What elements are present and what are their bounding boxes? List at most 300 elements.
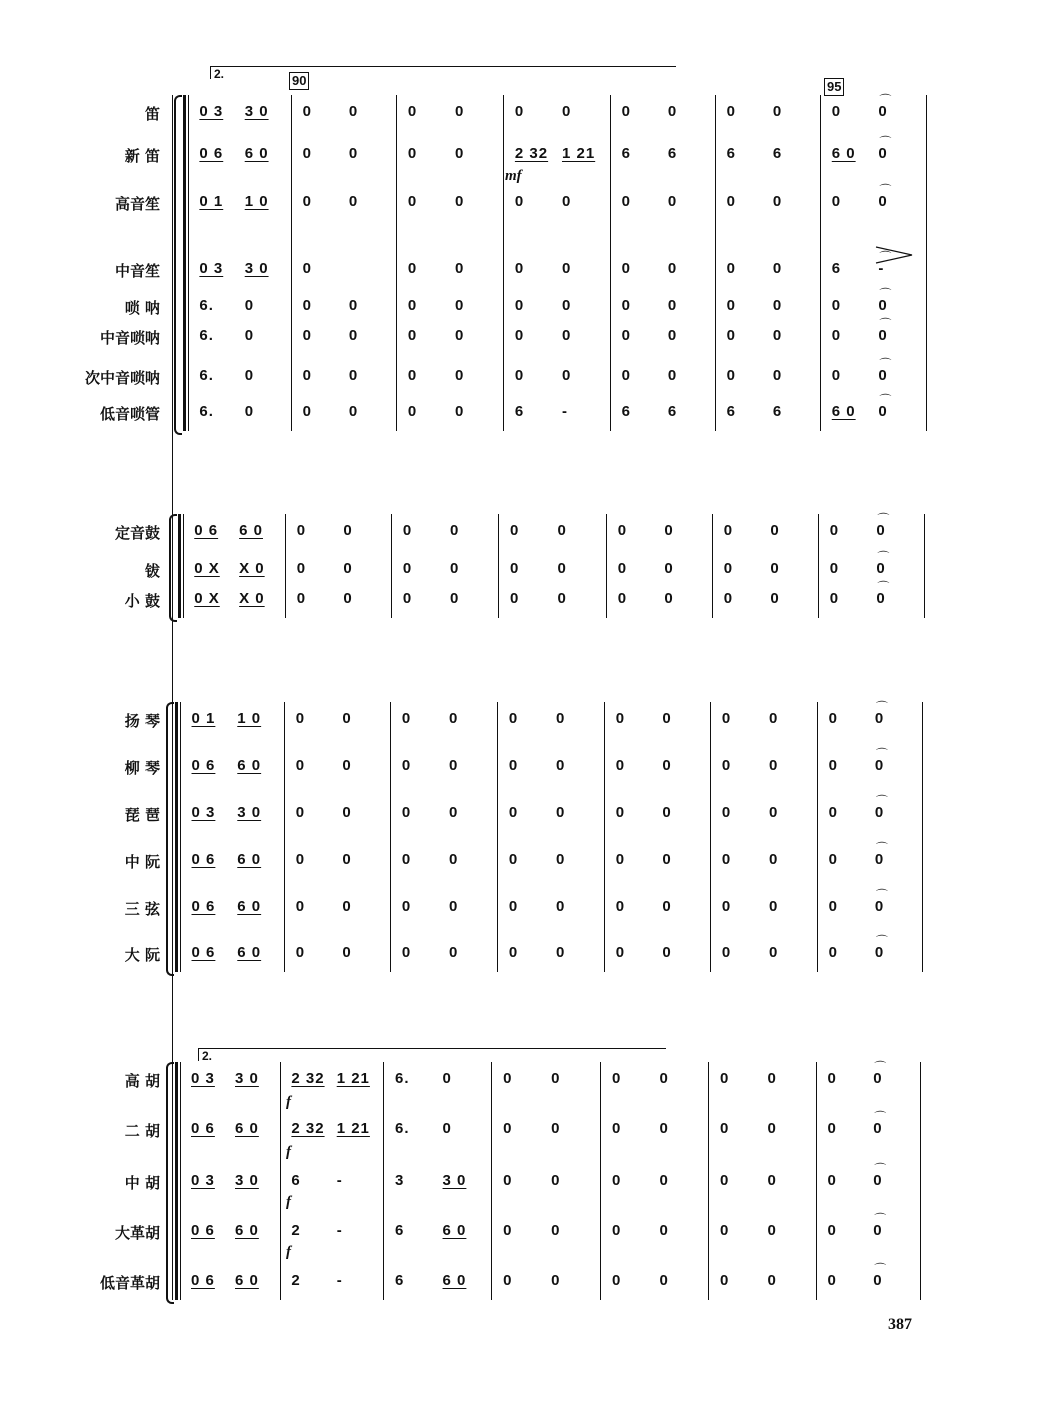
- note-cell: 0: [514, 193, 525, 210]
- note-cell: 0: [561, 103, 572, 120]
- note-cell: 0: [514, 327, 525, 344]
- note-cell: 0: [726, 103, 736, 120]
- note-cell: 0: [770, 560, 780, 577]
- note-cell: 0: [302, 367, 312, 384]
- note-cell: 0: [829, 590, 840, 607]
- note-cell: 0: [667, 193, 678, 210]
- percussion-barline: [183, 514, 184, 618]
- note-cell: 0 3: [191, 1172, 215, 1189]
- note-cell: 3 0: [442, 1172, 467, 1189]
- note-cell: 6 0: [237, 757, 262, 774]
- percussion-barline: [712, 514, 713, 618]
- note-cell: 0: [878, 103, 888, 120]
- note-cell: 0: [442, 1070, 452, 1087]
- note-cell: 6.: [199, 403, 214, 420]
- plucked-system-start: [175, 702, 178, 972]
- note-cell: 0: [514, 367, 525, 384]
- fermata-mark: ⌒: [875, 747, 888, 761]
- note-cell: 0: [514, 260, 525, 277]
- note-cell: 0: [664, 560, 674, 577]
- note-cell: 0: [664, 590, 674, 607]
- note-cell: 0: [667, 260, 678, 277]
- winds-barline: [926, 95, 927, 431]
- instrument-label: 中音笙: [114, 262, 160, 280]
- note-cell: 0: [667, 327, 678, 344]
- fermata-mark: ⌒: [874, 1162, 887, 1176]
- note-cell: 0: [831, 367, 842, 384]
- note-cell: 0: [612, 1172, 622, 1189]
- note-cell: 0: [615, 710, 626, 727]
- note-cell: 0: [772, 193, 783, 210]
- note-cell: 0: [831, 327, 842, 344]
- note-cell: 0: [503, 1222, 513, 1239]
- note-cell: 0: [295, 804, 306, 821]
- note-cell: 0: [508, 804, 519, 821]
- note-cell: 0: [508, 757, 519, 774]
- note-cell: X 0: [239, 560, 265, 577]
- note-cell: 0: [612, 1070, 622, 1087]
- plucked-barline: [497, 702, 498, 972]
- note-cell: 0: [551, 1272, 561, 1289]
- note-cell: 0: [878, 145, 888, 162]
- instrument-label: 高 胡: [124, 1072, 160, 1090]
- note-cell: 0: [615, 757, 626, 774]
- note-cell: 6 0: [235, 1272, 259, 1289]
- note-cell: 0: [348, 403, 359, 420]
- note-cell: 3 0: [235, 1070, 259, 1087]
- note-cell: 0: [612, 1222, 622, 1239]
- dynamic-f: f: [286, 1094, 291, 1110]
- note-cell: 0: [659, 1272, 669, 1289]
- note-cell: 0: [402, 590, 413, 607]
- note-cell: 0: [667, 297, 678, 314]
- note-cell: -: [336, 1222, 343, 1239]
- note-cell: 0: [615, 944, 626, 961]
- note-cell: 2 32: [514, 145, 549, 162]
- note-cell: 0: [514, 297, 525, 314]
- note-cell: 0 X: [194, 560, 220, 577]
- note-cell: 0: [772, 367, 783, 384]
- note-cell: 0: [557, 560, 567, 577]
- note-cell: 6: [726, 403, 736, 420]
- instrument-label: 扬 琴: [124, 712, 160, 730]
- note-cell: 0: [659, 1070, 669, 1087]
- note-cell: 0: [873, 1172, 883, 1189]
- note-cell: 0: [295, 710, 306, 727]
- plucked-barline: [180, 702, 181, 972]
- note-cell: 6 0: [831, 145, 856, 162]
- note-cell: 0 6: [191, 757, 216, 774]
- note-cell: 0: [503, 1172, 513, 1189]
- note-cell: 6: [667, 145, 678, 162]
- note-cell: 0 6: [199, 145, 224, 162]
- note-cell: 0: [721, 757, 732, 774]
- strings-barline: [491, 1062, 492, 1300]
- instrument-label: 中 胡: [124, 1174, 160, 1192]
- note-cell: 0: [510, 590, 520, 607]
- note-cell: 0: [874, 898, 885, 915]
- plucked-barline: [817, 702, 818, 972]
- dynamic-f: f: [286, 1244, 291, 1260]
- strings-barline: [180, 1062, 181, 1300]
- fermata-mark: ⌒: [879, 393, 892, 407]
- note-cell: 0: [662, 710, 672, 727]
- note-cell: 0: [454, 367, 465, 384]
- note-cell: 0: [508, 851, 519, 868]
- note-cell: 0: [659, 1222, 669, 1239]
- instrument-label: 高音笙: [114, 195, 160, 213]
- note-cell: 0: [514, 103, 525, 120]
- note-cell: 0: [723, 590, 734, 607]
- note-cell: 0: [767, 1222, 777, 1239]
- percussion-brace: [169, 514, 177, 622]
- note-cell: 6 0: [442, 1222, 467, 1239]
- note-cell: 0: [772, 103, 783, 120]
- note-cell: 0: [295, 898, 306, 915]
- instrument-label: 三 弦: [124, 900, 160, 918]
- note-cell: 0: [726, 367, 736, 384]
- percussion-barline: [924, 514, 925, 618]
- percussion-barline: [606, 514, 607, 618]
- fermata-mark: ⌒: [879, 287, 892, 301]
- note-cell: 0: [827, 1272, 837, 1289]
- note-cell: 0: [401, 710, 412, 727]
- note-cell: 0: [621, 193, 631, 210]
- fermata-mark: ⌒: [875, 794, 888, 808]
- note-cell: 0: [720, 1272, 730, 1289]
- note-cell: 0: [503, 1070, 513, 1087]
- note-cell: 6: [395, 1222, 405, 1239]
- note-cell: 0: [244, 297, 255, 314]
- note-cell: 0 3: [191, 804, 216, 821]
- note-cell: 0: [878, 327, 888, 344]
- note-cell: 0: [295, 757, 306, 774]
- note-cell: 6: [667, 403, 678, 420]
- note-cell: 0: [348, 367, 359, 384]
- note-cell: 0: [878, 367, 888, 384]
- note-cell: 0: [621, 327, 631, 344]
- note-cell: 0: [615, 851, 626, 868]
- note-cell: 0: [621, 297, 631, 314]
- note-cell: 6 0: [237, 851, 262, 868]
- note-cell: 0: [555, 804, 566, 821]
- volta-bracket: 2.: [198, 1048, 666, 1061]
- note-cell: 0: [621, 367, 631, 384]
- fermata-mark: ⌒: [874, 1110, 887, 1124]
- note-cell: 1 21: [336, 1120, 370, 1137]
- note-cell: 0: [508, 898, 519, 915]
- note-cell: 0: [342, 757, 352, 774]
- note-cell: 6: [726, 145, 736, 162]
- note-cell: 0: [561, 297, 572, 314]
- instrument-label: 中音唢呐: [99, 329, 160, 347]
- strings-barline: [383, 1062, 384, 1300]
- note-cell: 0: [726, 260, 736, 277]
- note-cell: 0: [876, 522, 886, 539]
- note-cell: 0: [726, 297, 736, 314]
- note-cell: 0: [723, 522, 734, 539]
- note-cell: 0: [244, 327, 255, 344]
- note-cell: X 0: [239, 590, 265, 607]
- note-cell: 0: [555, 944, 566, 961]
- strings-barline: [708, 1062, 709, 1300]
- fermata-mark: ⌒: [879, 317, 892, 331]
- note-cell: 0: [510, 522, 520, 539]
- note-cell: 0: [510, 560, 520, 577]
- note-cell: 2: [291, 1222, 301, 1239]
- note-cell: 0 6: [191, 1120, 215, 1137]
- note-cell: -: [878, 260, 885, 277]
- note-cell: 0: [874, 851, 885, 868]
- fermata-mark: ⌒: [875, 934, 888, 948]
- note-cell: 0: [342, 898, 352, 915]
- decrescendo-hairpin: [874, 245, 914, 265]
- system-connector: [172, 95, 173, 1300]
- note-cell: 0: [302, 297, 312, 314]
- note-cell: 0: [454, 327, 465, 344]
- plucked-barline: [604, 702, 605, 972]
- note-cell: 0: [615, 898, 626, 915]
- percussion-barline: [498, 514, 499, 618]
- winds-barline: [396, 95, 397, 431]
- note-cell: 0: [448, 804, 459, 821]
- rehearsal-mark-95: 95: [824, 78, 844, 96]
- note-cell: 1 0: [237, 710, 262, 727]
- note-cell: 0: [615, 804, 626, 821]
- instrument-label: 柳 琴: [124, 759, 160, 777]
- note-cell: 0: [767, 1272, 777, 1289]
- note-cell: 6.: [199, 297, 214, 314]
- note-cell: 6 0: [831, 403, 856, 420]
- note-cell: 0: [873, 1222, 883, 1239]
- note-cell: 0: [878, 193, 888, 210]
- note-cell: 0: [828, 851, 838, 868]
- note-cell: 0: [667, 367, 678, 384]
- note-cell: 0: [551, 1070, 561, 1087]
- note-cell: 0: [874, 710, 885, 727]
- note-cell: 0: [664, 522, 674, 539]
- note-cell: 3: [395, 1172, 405, 1189]
- note-cell: 0: [296, 522, 307, 539]
- note-cell: 0: [828, 710, 838, 727]
- note-cell: 0: [407, 327, 418, 344]
- note-cell: 0: [662, 804, 672, 821]
- instrument-label: 琵 琶: [124, 806, 160, 824]
- note-cell: 3 0: [237, 804, 262, 821]
- note-cell: 0: [617, 560, 628, 577]
- note-cell: 0: [721, 804, 732, 821]
- note-cell: 6.: [199, 327, 214, 344]
- note-cell: 3 0: [235, 1172, 259, 1189]
- percussion-barline: [285, 514, 286, 618]
- note-cell: 0: [302, 327, 312, 344]
- dynamic-f: f: [286, 1194, 291, 1210]
- note-cell: 0: [551, 1120, 561, 1137]
- note-cell: 0: [342, 804, 352, 821]
- note-cell: 1 0: [244, 193, 269, 210]
- strings-barline: [280, 1062, 281, 1300]
- note-cell: 0: [302, 103, 312, 120]
- instrument-label: 大 阮: [124, 946, 160, 964]
- note-cell: 0: [621, 260, 631, 277]
- note-cell: 0: [503, 1120, 513, 1137]
- note-cell: 0: [295, 944, 306, 961]
- note-cell: 0: [448, 851, 459, 868]
- note-cell: 0: [828, 804, 838, 821]
- note-cell: 0: [508, 710, 519, 727]
- note-cell: 0: [767, 1070, 777, 1087]
- note-cell: 0: [555, 757, 566, 774]
- winds-barline: [188, 95, 189, 431]
- note-cell: 0: [876, 590, 886, 607]
- note-cell: -: [336, 1172, 343, 1189]
- note-cell: 0: [768, 710, 779, 727]
- note-cell: 0: [348, 327, 359, 344]
- note-cell: 0 6: [194, 522, 219, 539]
- dynamic-f: f: [286, 1144, 291, 1160]
- note-cell: 0: [662, 851, 672, 868]
- note-cell: 0: [720, 1070, 730, 1087]
- note-cell: 0: [827, 1172, 837, 1189]
- note-cell: 0: [874, 804, 885, 821]
- fermata-mark: ⌒: [877, 512, 890, 526]
- strings-barline: [816, 1062, 817, 1300]
- note-cell: 0 3: [199, 260, 224, 277]
- note-cell: 0 1: [199, 193, 224, 210]
- note-cell: 0 6: [191, 1272, 215, 1289]
- fermata-mark: ⌒: [875, 700, 888, 714]
- note-cell: 6 0: [237, 898, 262, 915]
- fermata-mark: ⌒: [879, 250, 892, 264]
- note-cell: 0: [767, 1120, 777, 1137]
- note-cell: 6.: [395, 1120, 410, 1137]
- note-cell: 0: [449, 590, 460, 607]
- note-cell: 6: [772, 403, 783, 420]
- note-cell: 0: [772, 260, 783, 277]
- winds-system-start: [183, 95, 186, 431]
- note-cell: 2 32: [291, 1120, 325, 1137]
- note-cell: 0: [407, 297, 418, 314]
- instrument-label: 新 笛: [124, 147, 160, 165]
- fermata-mark: ⌒: [877, 580, 890, 594]
- winds-barline: [291, 95, 292, 431]
- note-cell: 0: [721, 851, 732, 868]
- note-cell: 0: [343, 590, 353, 607]
- note-cell: 0: [831, 193, 842, 210]
- note-cell: 0: [454, 145, 465, 162]
- note-cell: 0: [401, 757, 412, 774]
- fermata-mark: ⌒: [879, 357, 892, 371]
- note-cell: 0: [828, 757, 838, 774]
- note-cell: 0: [557, 590, 567, 607]
- note-cell: 0: [348, 145, 359, 162]
- note-cell: 0: [617, 590, 628, 607]
- rehearsal-mark-90: 90: [289, 72, 309, 90]
- note-cell: 0: [828, 944, 838, 961]
- note-cell: 1 21: [336, 1070, 370, 1087]
- note-cell: 0: [343, 560, 353, 577]
- note-cell: 6: [291, 1172, 301, 1189]
- note-cell: 0: [726, 193, 736, 210]
- instrument-label: 定音鼓: [114, 524, 160, 542]
- note-cell: 2: [291, 1272, 301, 1289]
- plucked-barline: [390, 702, 391, 972]
- percussion-barline: [818, 514, 819, 618]
- note-cell: 0: [407, 260, 418, 277]
- note-cell: 0: [827, 1120, 837, 1137]
- note-cell: 0: [401, 851, 412, 868]
- instrument-label: 钹: [144, 562, 160, 580]
- note-cell: 0: [767, 1172, 777, 1189]
- strings-barline: [600, 1062, 601, 1300]
- note-cell: 0: [772, 297, 783, 314]
- note-cell: 0: [401, 898, 412, 915]
- note-cell: 0: [407, 193, 418, 210]
- winds-barline: [820, 95, 821, 431]
- note-cell: 0: [662, 898, 672, 915]
- note-cell: 0: [612, 1272, 622, 1289]
- note-cell: 0: [561, 193, 572, 210]
- instrument-label: 低音革胡: [99, 1274, 160, 1292]
- note-cell: 0: [448, 757, 459, 774]
- instrument-label: 低音唢管: [99, 405, 160, 423]
- note-cell: 0: [296, 560, 307, 577]
- note-cell: 0: [827, 1070, 837, 1087]
- note-cell: 6: [772, 145, 783, 162]
- note-cell: 0: [449, 522, 460, 539]
- note-cell: 6.: [199, 367, 214, 384]
- note-cell: 0: [448, 944, 459, 961]
- note-cell: 0: [302, 260, 312, 277]
- note-cell: 0: [876, 560, 886, 577]
- note-cell: 0: [667, 103, 678, 120]
- note-cell: 0: [401, 804, 412, 821]
- note-cell: 3 0: [244, 103, 269, 120]
- note-cell: 0: [448, 898, 459, 915]
- instrument-label: 大革胡: [114, 1224, 160, 1242]
- note-cell: 6.: [395, 1070, 410, 1087]
- note-cell: 0: [768, 757, 779, 774]
- note-cell: 0: [295, 851, 306, 868]
- note-cell: 0: [659, 1120, 669, 1137]
- note-cell: 0: [878, 403, 888, 420]
- note-cell: 0: [827, 1222, 837, 1239]
- note-cell: -: [336, 1272, 343, 1289]
- winds-brace: [174, 95, 182, 435]
- note-cell: 6: [621, 145, 631, 162]
- note-cell: 0: [726, 327, 736, 344]
- fermata-mark: ⌒: [877, 550, 890, 564]
- note-cell: 0: [244, 367, 255, 384]
- instrument-label: 小 鼓: [124, 592, 160, 610]
- note-cell: 0: [402, 522, 413, 539]
- note-cell: 6 0: [244, 145, 269, 162]
- note-cell: 0: [407, 103, 418, 120]
- note-cell: 0 6: [191, 1222, 215, 1239]
- note-cell: 0: [723, 560, 734, 577]
- note-cell: 0: [768, 944, 779, 961]
- note-cell: 0: [720, 1120, 730, 1137]
- fermata-mark: ⌒: [874, 1262, 887, 1276]
- plucked-barline: [922, 702, 923, 972]
- note-cell: 0 1: [191, 710, 216, 727]
- strings-barline: [920, 1062, 921, 1300]
- note-cell: 0: [551, 1222, 561, 1239]
- note-cell: 0: [348, 297, 359, 314]
- note-cell: 0: [407, 403, 418, 420]
- fermata-mark: ⌒: [874, 1060, 887, 1074]
- note-cell: 0: [874, 757, 885, 774]
